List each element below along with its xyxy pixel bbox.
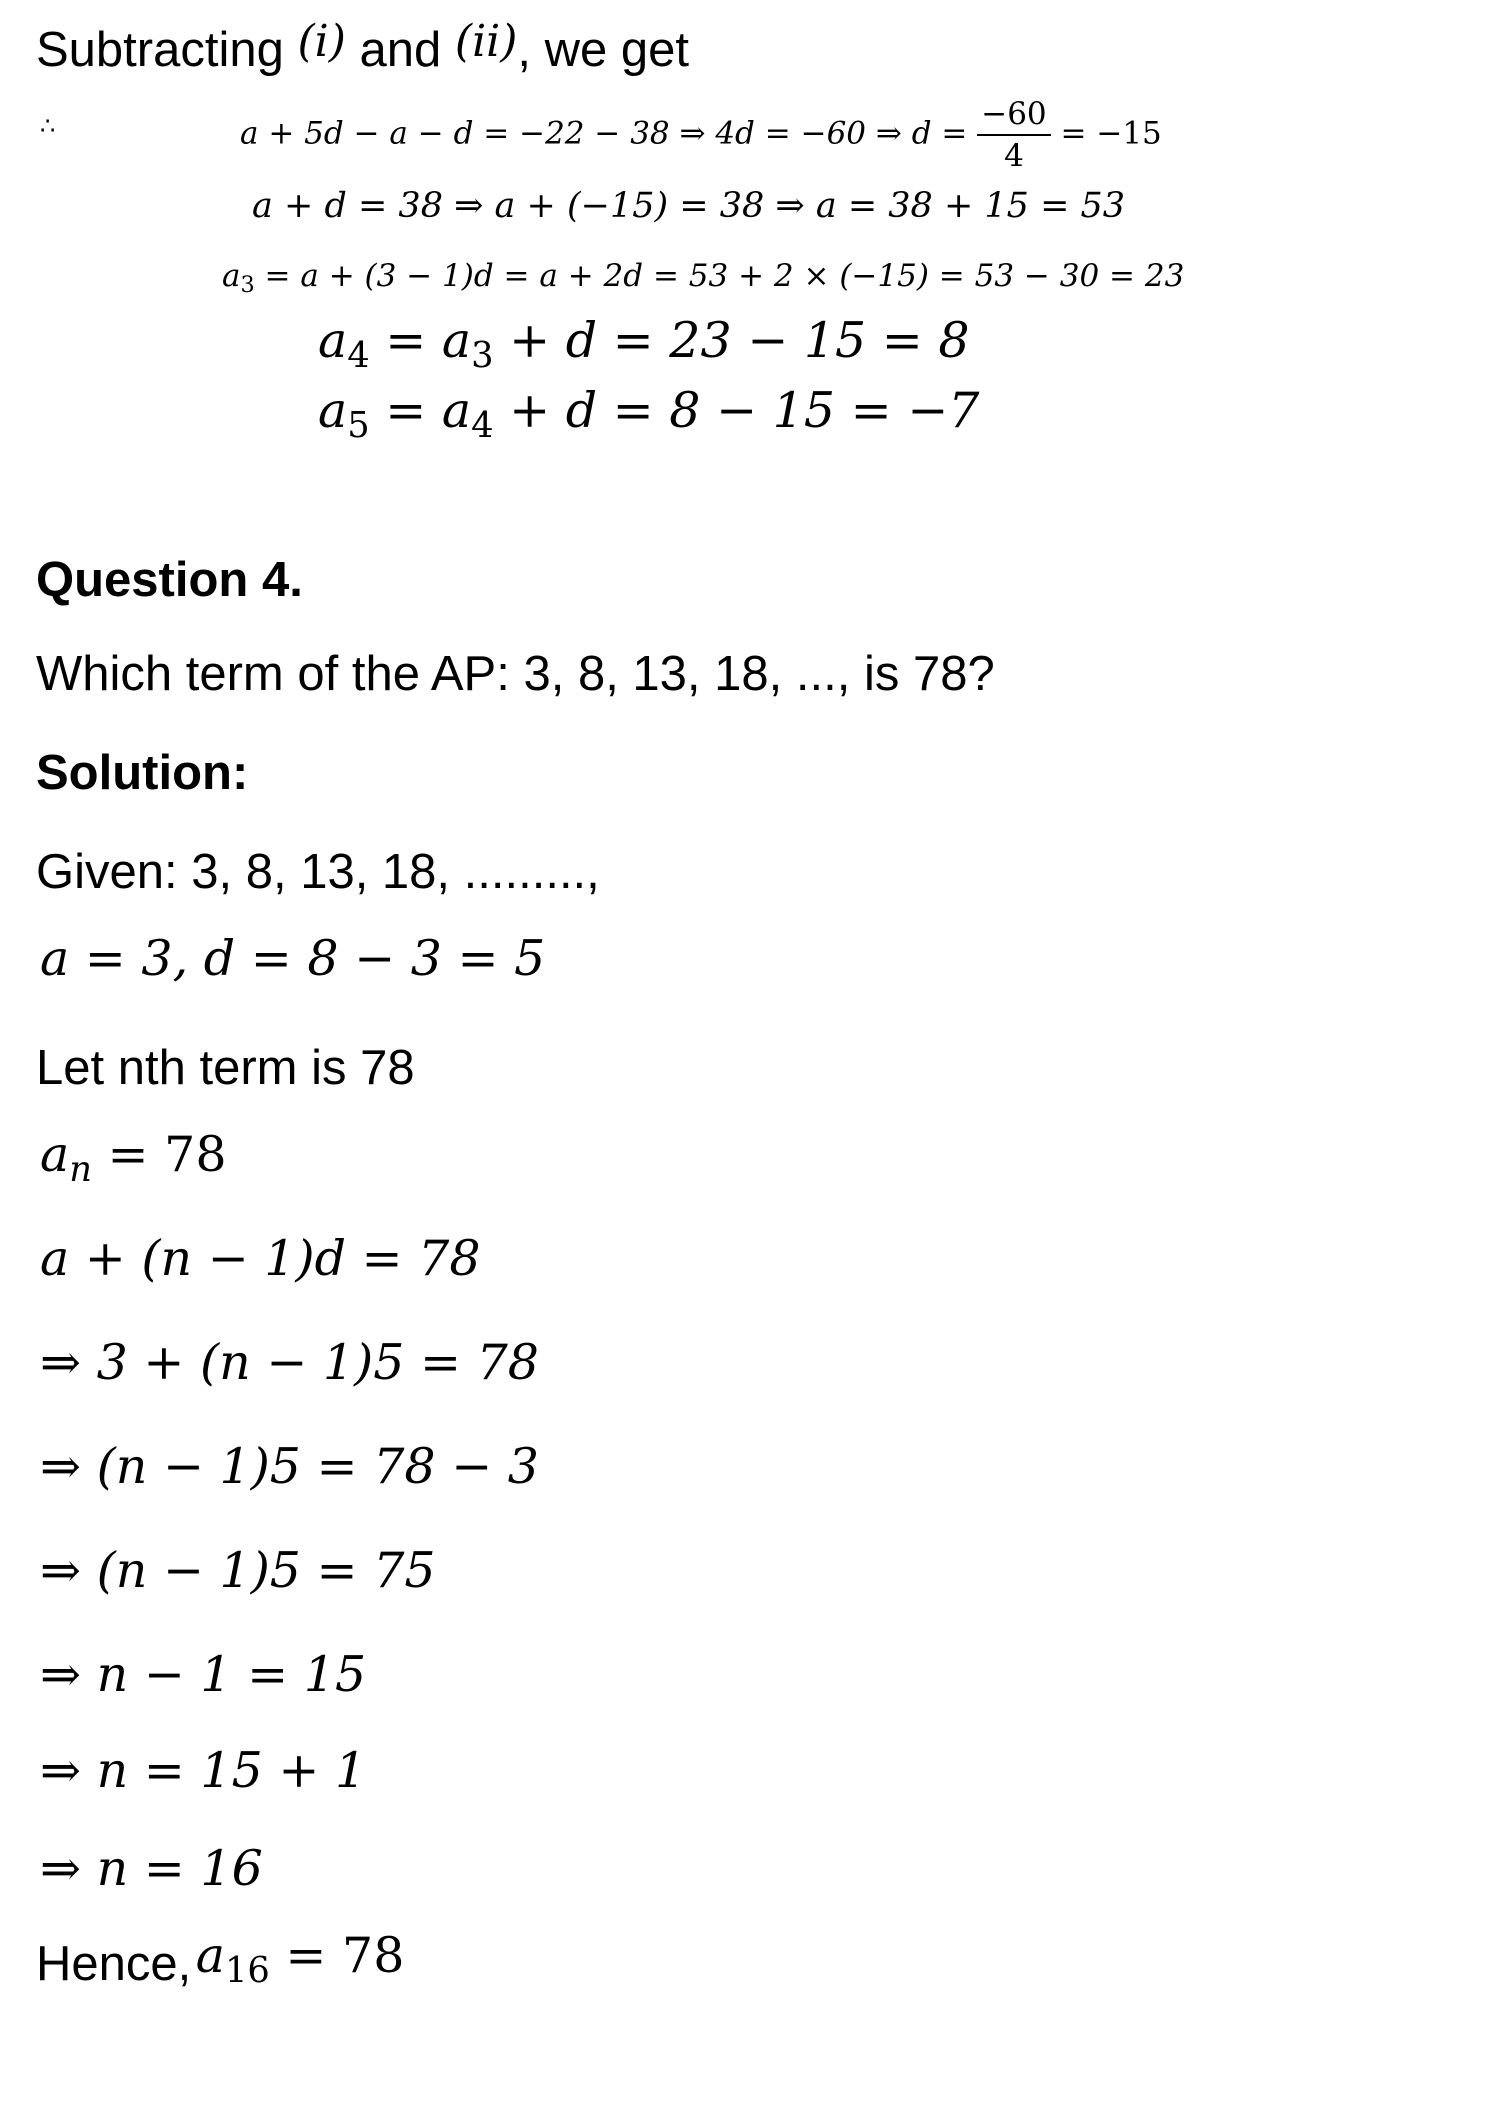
step-3: ⇒ (n − 1)5 = 78 − 3 [40, 1438, 539, 1495]
intro-mid: and [359, 23, 442, 77]
derivation-line-5: $a_5 = a_4 + d = 8 - 15 = -7$ [318, 382, 980, 446]
intro-line [36, 16, 690, 78]
step-7: ⇒ n = 16 [40, 1840, 263, 1897]
intro-math-i: (i) [297, 16, 346, 67]
given-line: Given: 3, 8, 13, 18, ........., [36, 845, 600, 899]
step-4: ⇒ (n − 1)5 = 75 [40, 1542, 436, 1599]
therefore-symbol: ∴ [40, 112, 56, 140]
solution-heading: Solution: [36, 746, 249, 800]
intro-after: , we get [517, 23, 690, 77]
hence-text: Hence, [36, 1937, 192, 1991]
question-heading: Question 4. [36, 553, 303, 607]
fraction-numerator: −60 [977, 96, 1050, 136]
question-text: Which term of the AP: 3, 8, 13, 18, ..., is 78? [36, 647, 995, 701]
derivation-line-2: a + d = 38 ⇒ a + (−15) = 38 ⇒ a = 38 + 15 = 53 [252, 186, 1126, 226]
let-line: Let nth term is 78 [36, 1041, 415, 1095]
derivation-line-3: $a_3 = a + (3 - 1)d = a + 2d = 53 + 2 \times (-15) = 53 - 30 = 23$ [222, 258, 1185, 299]
derivation-line-1 [240, 96, 1162, 174]
derivation-line-4: $a_4 = a_3 + d = 23 - 15 = 8$ [318, 312, 970, 376]
values-line: a = 3, d = 8 − 3 = 5 [40, 930, 546, 987]
step-2: ⇒ 3 + (n − 1)5 = 78 [40, 1334, 539, 1391]
step-6: ⇒ n = 15 + 1 [40, 1742, 367, 1799]
intro-math-ii: (ii) [454, 16, 518, 67]
fraction-denominator: 4 [1004, 138, 1024, 174]
hence-math: $a_{16} = 78$ [195, 1927, 405, 1991]
step-5: ⇒ n − 1 = 15 [40, 1646, 367, 1703]
fraction-d [977, 96, 1050, 174]
intro-before: Subtracting [36, 23, 284, 77]
step-1: a + (n − 1)d = 78 [40, 1230, 481, 1287]
an-line: $a_n = 78$ [40, 1126, 227, 1190]
line1-left: a + 5d − a − d = −22 − 38 ⇒ 4d = −60 ⇒ d = [240, 115, 968, 152]
hence-line [36, 1927, 405, 1992]
line1-right: = −15 [1060, 115, 1162, 152]
